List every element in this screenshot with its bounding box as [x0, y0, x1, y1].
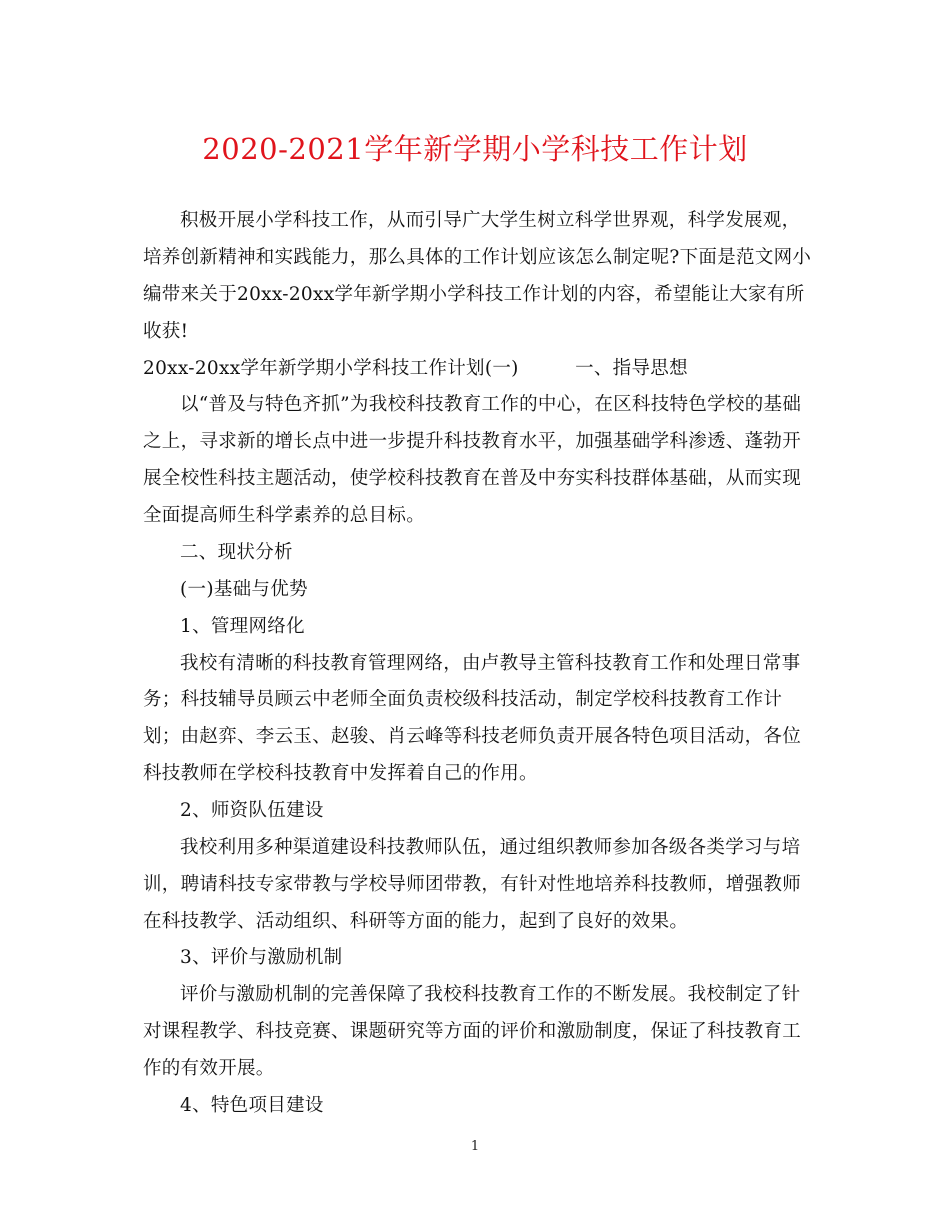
page-number: 1 — [470, 1139, 480, 1154]
body-line: 在科技教学、活动组织、科研等方面的能力，起到了良好的效果。 — [143, 911, 689, 932]
body-line: 训，聘请科技专家带教与学校导师团带教，有针对性地培养科技教师，增强教师 — [143, 874, 802, 895]
body-line: 务；科技辅导员顾云中老师全面负责校级科技活动，制定学校科技教育工作计 — [143, 689, 783, 710]
body-line: 评价与激励机制的完善保障了我校科技教育工作的不断发展。我校制定了针 — [180, 984, 801, 1005]
body-line: 作的有效开展。 — [143, 1058, 275, 1079]
section-heading: 二、现状分析 — [180, 542, 293, 563]
section-line: 20xx-20xx学年新学期小学科技工作计划(一) 一、指导思想 — [143, 358, 688, 379]
body-line: 培养创新精神和实践能力，那么具体的工作计划应该怎么制定呢?下面是范文网小 — [143, 247, 812, 268]
subsection-heading: (一)基础与优势 — [180, 579, 308, 600]
body-line: 科技教师在学校科技教育中发挥着自己的作用。 — [143, 763, 538, 784]
body-line: 我校利用多种渠道建设科技教师队伍，通过组织教师参加各级各类学习与培 — [180, 837, 801, 858]
body-line: 展全校性科技主题活动，使学校科技教育在普及中夯实科技群体基础，从而实现 — [143, 468, 802, 489]
item-heading: 4、特色项目建设 — [180, 1095, 324, 1116]
item-heading: 2、师资队伍建设 — [180, 800, 324, 821]
body-line: 划；由赵弈、李云玉、赵骏、肖云峰等科技老师负责开展各特色项目活动，各位 — [143, 726, 802, 747]
body-line: 之上，寻求新的增长点中进一步提升科技教育水平，加强基础学科渗透、蓬勃开 — [143, 431, 802, 452]
body-line: 编带来关于20xx-20xx学年新学期小学科技工作计划的内容，希望能让大家有所 — [143, 284, 805, 305]
body-line: 收获! — [143, 321, 189, 342]
body-line: 全面提高师生科学素养的总目标。 — [143, 505, 426, 526]
document-title: 2020-2021学年新学期小学科技工作计划 — [202, 132, 748, 166]
body-line: 积极开展小学科技工作，从而引导广大学生树立科学世界观，科学发展观， — [180, 210, 801, 231]
body-line: 以“普及与特色齐抓”为我校科技教育工作的中心，在区科技特色学校的基础 — [180, 394, 802, 415]
item-heading: 3、评价与激励机制 — [180, 947, 343, 968]
body-line: 我校有清晰的科技教育管理网络，由卢教导主管科技教育工作和处理日常事 — [180, 653, 801, 674]
body-line: 对课程教学、科技竞赛、课题研究等方面的评价和激励制度，保证了科技教育工 — [143, 1021, 802, 1042]
item-heading: 1、管理网络化 — [180, 616, 305, 637]
